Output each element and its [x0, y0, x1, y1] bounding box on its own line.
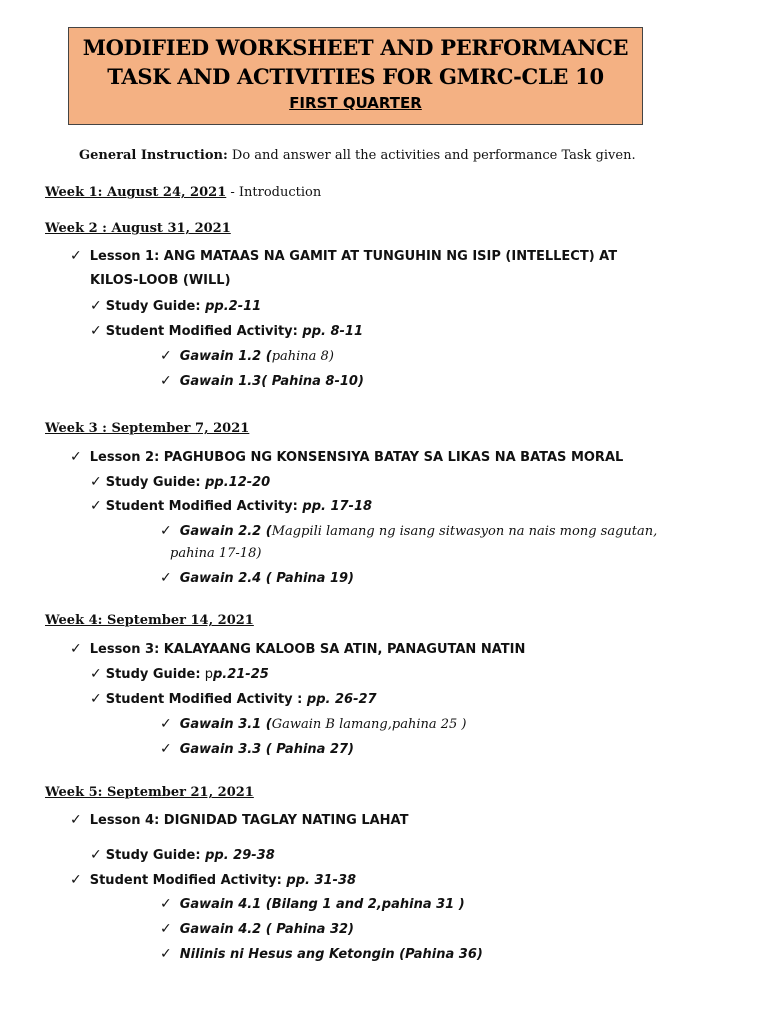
task-item: [160, 945, 483, 964]
task-item: [160, 522, 657, 541]
task-name: Gawain 2.2 (: [179, 524, 272, 539]
check-mark-icon: ✓: [160, 348, 172, 364]
week-heading: Week 3 : September 7, 2021: [45, 421, 250, 436]
check-mark-icon: ✓: [70, 449, 82, 465]
activity-label: Student Modified Activity:: [105, 499, 298, 514]
check-mark-icon: ✓: [70, 872, 82, 888]
quarter-label: FIRST QUARTER: [289, 94, 422, 112]
check-mark-icon: ✓: [90, 323, 102, 339]
task-name: Gawain 4.2 ( Pahina 32): [179, 922, 354, 937]
activity-label: Student Modified Activity:: [89, 873, 282, 888]
week-5-heading: [45, 784, 254, 802]
lesson-item: [70, 247, 617, 266]
task-note-continued: pahina 17-18): [170, 546, 262, 561]
check-mark-icon: ✓: [90, 691, 102, 707]
lesson-item: [70, 448, 623, 467]
check-mark-icon: ✓: [90, 847, 102, 863]
check-mark-icon: ✓: [160, 716, 172, 732]
activity-item: [90, 690, 377, 709]
activity-pages: pp. 8-11: [297, 324, 363, 339]
lesson-title: PAGHUBOG NG KONSENSIYA BATAY SA LIKAS NA BATAS MORAL: [159, 450, 624, 465]
task-name: Gawain 3.3 ( Pahina 27): [179, 742, 354, 757]
study-guide-label: Study Guide:: [105, 475, 201, 490]
check-mark-icon: ✓: [160, 570, 172, 586]
task-name: Gawain 1.3( Pahina 8-10): [179, 374, 364, 389]
lesson-label: Lesson 3:: [89, 642, 160, 657]
week-suffix: - Introduction: [226, 185, 322, 200]
week-heading: Week 4: September 14, 2021: [45, 613, 254, 628]
task-item: [160, 372, 364, 391]
task-item: [160, 920, 354, 939]
lesson-label: Lesson 1:: [89, 249, 160, 264]
task-item: [160, 347, 334, 366]
lesson-label: Lesson 2:: [89, 450, 160, 465]
lesson-item: [70, 811, 408, 830]
task-item: [160, 715, 466, 734]
study-guide-pages: pp.2-11: [200, 299, 262, 314]
study-guide-item: [90, 665, 269, 684]
check-mark-icon: ✓: [160, 921, 172, 937]
study-guide-item: [90, 297, 261, 316]
activity-label: Student Modified Activity:: [105, 324, 298, 339]
week-heading: Week 2 : August 31, 2021: [45, 221, 231, 236]
study-guide-pages-plain: p: [200, 667, 213, 682]
task-name: Gawain 1.2 (: [179, 349, 272, 364]
week-heading: Week 1: August 24, 2021: [45, 185, 227, 200]
check-mark-icon: ✓: [70, 248, 82, 264]
activity-item: [70, 871, 356, 890]
week-1: [45, 184, 321, 202]
lesson-title: KALAYAANG KALOOB SA ATIN, PANAGUTAN NATIN: [159, 642, 526, 657]
check-mark-icon: ✓: [160, 896, 172, 912]
activity-pages: pp. 26-27: [302, 692, 377, 707]
week-3-heading: [45, 420, 249, 438]
study-guide-label: Study Guide:: [105, 848, 201, 863]
study-guide-pages: pp.12-20: [200, 475, 271, 490]
week-4-heading: [45, 612, 254, 630]
check-mark-icon: ✓: [70, 812, 82, 828]
task-item: [160, 569, 354, 588]
task-name: Gawain 3.1 (: [179, 717, 272, 732]
task-name: Gawain 2.4 ( Pahina 19): [179, 571, 354, 586]
check-mark-icon: ✓: [90, 666, 102, 682]
check-mark-icon: ✓: [160, 946, 172, 962]
activity-pages: pp. 31-38: [281, 873, 357, 888]
check-mark-icon: ✓: [90, 474, 102, 490]
check-mark-icon: ✓: [90, 498, 102, 514]
activity-label: Student Modified Activity :: [105, 692, 303, 707]
task-note: pahina 8): [271, 349, 334, 364]
study-guide-pages: p.21-25: [212, 667, 269, 682]
check-mark-icon: ✓: [90, 298, 102, 314]
activity-pages: pp. 17-18: [297, 499, 373, 514]
week-2-heading: [45, 220, 231, 238]
lesson-label: Lesson 4:: [89, 813, 160, 828]
activity-item: [90, 497, 372, 516]
task-name: Nilinis ni Hesus ang Ketongin (Pahina 36): [179, 947, 483, 962]
task-name: Gawain 4.1 (Bilang 1 and 2,pahina 31 ): [179, 897, 465, 912]
general-instruction: [79, 147, 636, 165]
document-title-line-1: MODIFIED WORKSHEET AND PERFORMANCE: [82, 35, 629, 60]
check-mark-icon: ✓: [160, 523, 172, 539]
document-title-line-2: TASK AND ACTIVITIES FOR GMRC-CLE 10: [107, 64, 604, 89]
study-guide-label: Study Guide:: [105, 667, 201, 682]
check-mark-icon: ✓: [70, 641, 82, 657]
task-note: Magpili lamang ng isang sitwasyon na nais mong sagutan,: [271, 524, 658, 539]
study-guide-item: [90, 473, 270, 492]
study-guide-item: [90, 846, 275, 865]
lesson-item: [70, 640, 525, 659]
title-box: [68, 27, 643, 125]
instruction-label: General Instruction:: [79, 148, 228, 163]
task-note: Gawain B lamang,pahina 25 ): [271, 717, 467, 732]
instruction-text: Do and answer all the activities and performance Task given.: [227, 148, 636, 163]
study-guide-label: Study Guide:: [105, 299, 201, 314]
lesson-title-continued: KILOS-LOOB (WILL): [90, 273, 231, 288]
activity-item: [90, 322, 363, 341]
task-item: [160, 895, 465, 914]
week-heading: Week 5: September 21, 2021: [45, 785, 254, 800]
study-guide-pages: pp. 29-38: [200, 848, 275, 863]
lesson-title: ANG MATAAS NA GAMIT AT TUNGUHIN NG ISIP (INTELLECT) AT: [159, 249, 618, 264]
check-mark-icon: ✓: [160, 741, 172, 757]
lesson-title: DIGNIDAD TAGLAY NATING LAHAT: [159, 813, 409, 828]
task-item: [160, 740, 354, 759]
check-mark-icon: ✓: [160, 373, 172, 389]
